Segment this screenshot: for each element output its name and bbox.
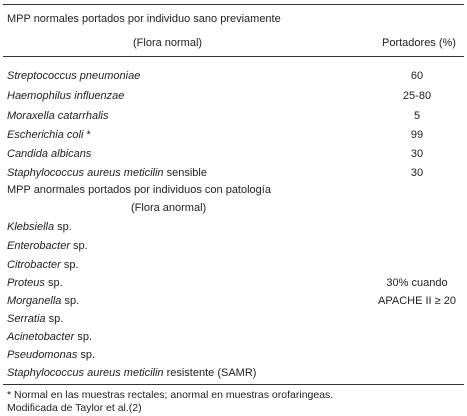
carrier-value: 5 bbox=[413, 110, 421, 122]
table-row-normal-0 bbox=[7, 69, 140, 83]
organism-name: Candida albicans bbox=[7, 148, 92, 160]
organism-suffix: sp. bbox=[45, 313, 64, 325]
carrier-value: 25-80 bbox=[402, 90, 432, 102]
table-row-abnormal-3 bbox=[7, 276, 63, 290]
organism-suffix: sp. bbox=[44, 277, 63, 289]
organism-name: Staphylococcus aureus meticilin bbox=[7, 367, 164, 379]
table-row-normal-3 bbox=[7, 128, 91, 142]
carrier-value: 60 bbox=[410, 70, 424, 82]
table-row-abnormal-2 bbox=[7, 258, 79, 272]
table-row-normal-1 bbox=[7, 89, 124, 103]
carrier-value: APACHE II ≥ 20 bbox=[378, 295, 456, 307]
organism-name: Proteus bbox=[7, 277, 45, 289]
footnote-asterisk: * Normal en las muestras rectales; anormal en muestras orofaringeas. bbox=[7, 389, 334, 401]
organism-name: Klebsiella bbox=[7, 221, 55, 233]
organism-name: Acinetobacter bbox=[7, 331, 75, 343]
organism-suffix: sensible bbox=[163, 167, 207, 179]
organism-suffix: resistente (SAMR) bbox=[163, 367, 257, 379]
table-row-abnormal-6 bbox=[7, 330, 92, 344]
organism-name: Escherichia coli bbox=[7, 129, 84, 141]
organism-suffix: sp. bbox=[69, 240, 88, 252]
organism-name: Enterobacter bbox=[7, 240, 70, 252]
carrier-value: 30 bbox=[410, 167, 424, 179]
organism-name: Streptococcus pneumoniae bbox=[7, 70, 141, 82]
organism-suffix: * bbox=[83, 129, 91, 141]
column-header-portadores: Portadores (%) bbox=[382, 37, 456, 49]
organism-suffix: sp. bbox=[60, 259, 79, 271]
table-row-normal-2 bbox=[7, 109, 108, 123]
organism-name: Staphylococcus aureus meticilin bbox=[7, 167, 164, 179]
section-normal-title: MPP normales portados por individuo sano previamente bbox=[7, 13, 281, 25]
organism-name: Serratia bbox=[7, 313, 46, 325]
table-row-abnormal-7 bbox=[7, 348, 95, 362]
organism-name: Citrobacter bbox=[7, 259, 61, 271]
section-abnormal-title: MPP anormales portados por individuos con patología bbox=[7, 184, 271, 196]
table-row-normal-5 bbox=[7, 166, 207, 180]
organism-name: Morganella bbox=[7, 295, 62, 307]
organism-name: Moraxella catarrhalis bbox=[7, 110, 109, 122]
table-row-abnormal-8 bbox=[7, 366, 256, 380]
carrier-value: 30% cuando bbox=[386, 277, 448, 289]
organism-name: Pseudomonas bbox=[7, 349, 78, 361]
organism-name: Haemophilus influenzae bbox=[7, 90, 125, 102]
table-row-abnormal-1 bbox=[7, 239, 88, 253]
top-rule bbox=[3, 4, 464, 5]
bottom-rule bbox=[3, 384, 464, 385]
organism-suffix: sp. bbox=[74, 331, 92, 343]
organism-suffix: sp. bbox=[77, 349, 96, 361]
table-row-normal-4 bbox=[7, 147, 91, 161]
organism-suffix: sp. bbox=[54, 221, 72, 233]
carrier-value: 99 bbox=[410, 129, 424, 141]
table-row-abnormal-4 bbox=[7, 294, 79, 308]
table-row-abnormal-0 bbox=[7, 220, 72, 234]
header-rule bbox=[3, 56, 464, 57]
section-normal-subtitle: (Flora normal) bbox=[133, 37, 203, 49]
organism-suffix: sp. bbox=[61, 295, 80, 307]
table-row-abnormal-5 bbox=[7, 312, 63, 326]
carrier-value: 30 bbox=[410, 148, 424, 160]
section-abnormal-subtitle: (Flora anormal) bbox=[131, 202, 207, 214]
footnote-source: Modificada de Taylor et al.(2) bbox=[7, 402, 142, 414]
